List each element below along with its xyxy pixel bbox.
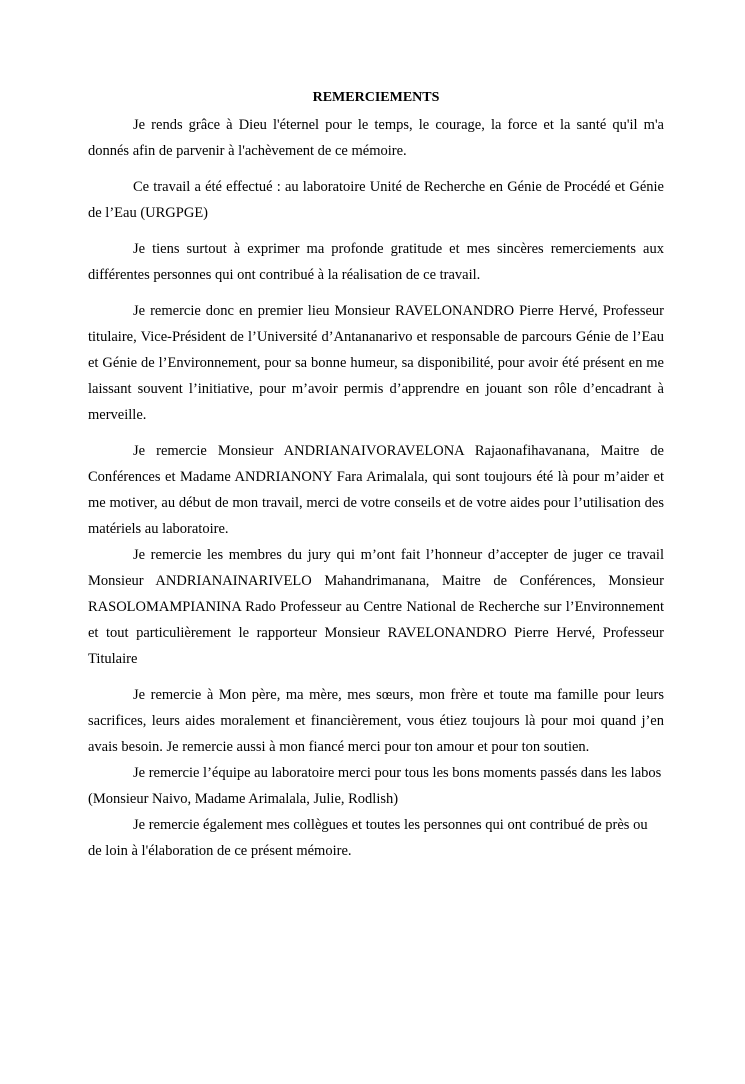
paragraph-gratitude: Je tiens surtout à exprimer ma profonde gratitude et mes sincères remerciements aux différentes personnes qui ont contribué à la réalisation de ce travail. (88, 241, 664, 283)
paragraph-lecturers: Je remercie Monsieur ANDRIANAIVORAVELONA Rajaonafihavanana, Maitre de Conférences et Madame ANDRIANONY Fara Arimalala, qui sont toujours été là pour m’aider et me motiver, au début de mon travail, merci de votre conseils et de votre aides pour l’utilisation des matériels au laboratoire. (88, 443, 664, 537)
paragraph-supervisor: Je remercie donc en premier lieu Monsieur RAVELONANDRO Pierre Hervé, Professeur titulaire, Vice-Président de l’Université d’Antananarivo et responsable de parcours Génie de l’Eau et Génie de l’Environnement, pour sa bonne humeur, sa disponibilité, pour avoir été présent en me laissant souvent l’initiative, pour m’avoir permis d’apprendre en jouant son rôle d’encadrant à merveille. (88, 303, 664, 423)
paragraph-laboratory: Ce travail a été effectué : au laboratoire Unité de Recherche en Génie de Procédé et Génie de l’Eau (URGPGE) (88, 179, 664, 221)
paragraph-jury: Je remercie les membres du jury qui m’ont fait l’honneur d’accepter de juger ce travail Monsieur ANDRIANAINARIVELO Mahandrimanana, Maitre de Conférences, Monsieur RASOLOMAMPIANINA Rado Professeur au Centre National de Recherche sur l’Environnement et tout particulièrement le rapporteur Monsieur RAVELONANDRO Pierre Hervé, Professeur Titulaire (88, 547, 664, 667)
page-title: REMERCIEMENTS (312, 90, 440, 105)
paragraph-colleagues: Je remercie également mes collègues et toutes les personnes qui ont contribué de près ou de loin à l'élaboration de ce présent mémoire. (88, 817, 648, 859)
paragraph-lab-team: Je remercie l’équipe au laboratoire merci pour tous les bons moments passés dans les labos (Monsieur Naivo, Madame Arimalala, Julie, Rodlish) (88, 765, 662, 807)
paragraph-thanks-god: Je rends grâce à Dieu l'éternel pour le temps, le courage, la force et la santé qu'il m'a donnés afin de parvenir à l'achèvement de ce mémoire. (88, 117, 664, 159)
paragraph-family: Je remercie à Mon père, ma mère, mes sœurs, mon frère et toute ma famille pour leurs sacrifices, leurs aides moralement et financièrement, vous étiez toujours là pour moi quand j’en avais besoin. Je remercie aussi à mon fiancé merci pour ton amour et pour ton soutien. (88, 687, 664, 755)
